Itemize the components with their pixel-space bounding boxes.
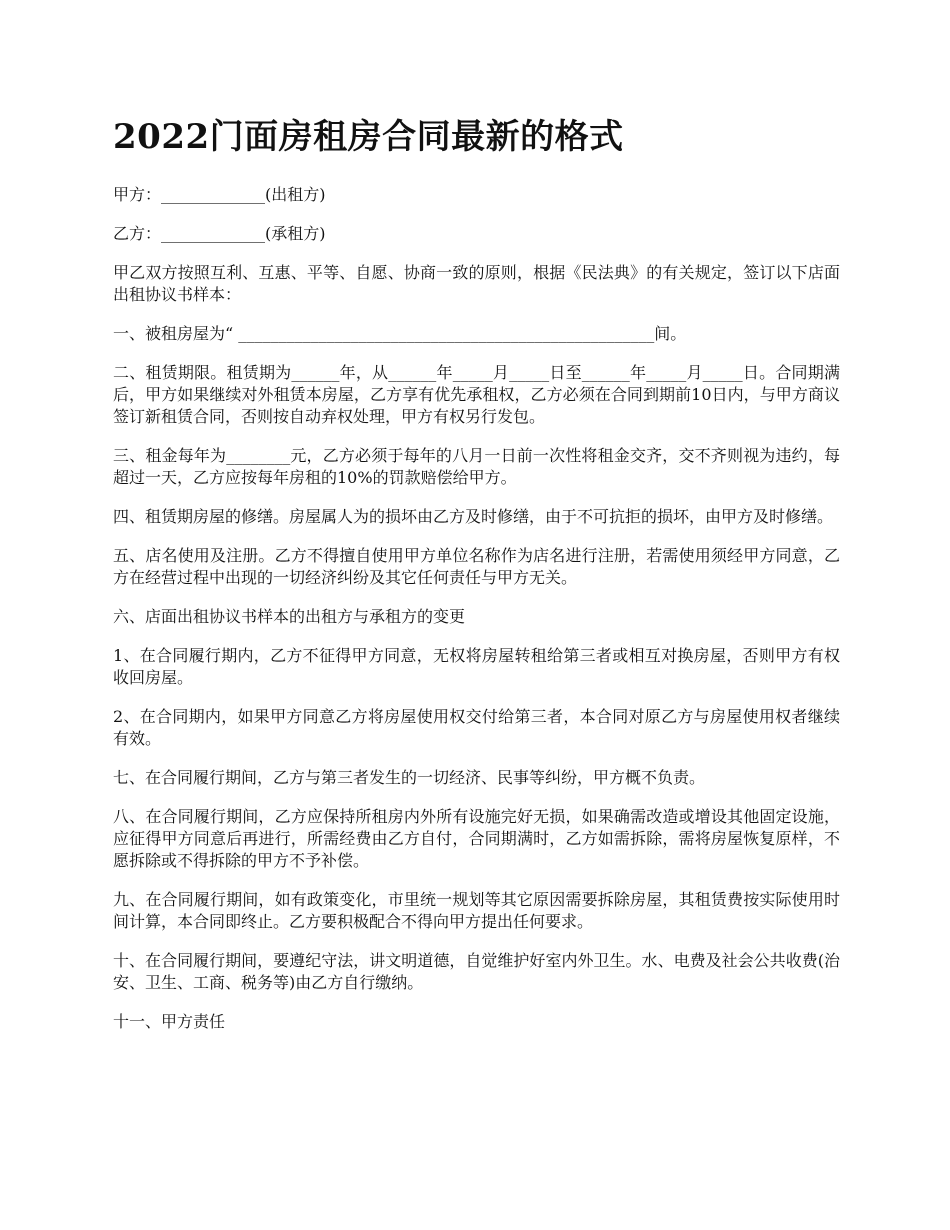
clause-9-demolition: 九、在合同履行期间，如有政策变化，市里统一规划等其它原因需要拆除房屋，其租赁费按实际使用时间计算，本合同即终止。乙方要积极配合不得向甲方提出任何要求。 [113,890,840,931]
clause-5-store-name: 五、店名使用及注册。乙方不得擅自使用甲方单位名称作为店名进行注册，若需使用须经甲方同意，乙方在经营过程中出现的一切经济纠纷及其它任何责任与甲方无关。 [113,546,840,587]
preamble-paragraph: 甲乙双方按照互利、互惠、平等、自愿、协商一致的原则，根据《民法典》的有关规定，签订以下店面出租协议书样本： [113,263,840,304]
clause-6-item-1: 1、在合同履行期内，乙方不征得甲方同意，无权将房屋转租给第三者或相互对换房屋，否则甲方有权收回房屋。 [113,646,840,687]
clause-7-disputes: 七、在合同履行期间，乙方与第三者发生的一切经济、民事等纠纷，甲方概不负责。 [113,768,706,787]
clause-6-party-change: 六、店面出租协议书样本的出租方与承租方的变更 [113,607,466,626]
party-a-line: 甲方：_____________(出租方) [113,185,326,204]
clause-6-item-2: 2、在合同期内，如果甲方同意乙方将房屋使用权交付给第三者，本合同对原乙方与房屋使用权者继续有效。 [113,707,840,748]
document-title: 2022门面房租房合同最新的格式 [113,117,624,157]
party-b-line: 乙方：_____________(承租方) [113,224,326,243]
clause-2-lease-term: 二、租赁期限。租赁期为______年，从______年_____月_____日至______年_____月_____日。合同期满后，甲方如果继续对外租赁本房屋，乙方享有优先承租权，乙方必须在合同到期前10日内，与甲方商议签订新租赁合同，否则按自动弃权处理，甲方有权另行发包。 [113,363,840,426]
document-page [113,112,840,1050]
clause-8-facilities: 八、在合同履行期间，乙方应保持所租房内外所有设施完好无损，如果确需改造或增设其他固定设施，应征得甲方同意后再进行，所需经费由乙方自付，合同期满时，乙方如需拆除，需将房屋恢复原样，不愿拆除或不得拆除的甲方不予补偿。 [113,807,840,870]
clause-10-conduct: 十、在合同履行期间，要遵纪守法，讲文明道德，自觉维护好室内外卫生。水、电费及社会公共收费(治安、卫生、工商、税务等)由乙方自行缴纳。 [113,951,840,992]
clause-1-premises: 一、被租房屋为“ ____________________________________________________间。 [113,324,687,343]
clause-11-heading: 十一、甲方责任 [113,1012,226,1031]
clause-4-repairs: 四、租赁期房屋的修缮。房屋属人为的损坏由乙方及时修缮，由于不可抗拒的损坏，由甲方及时修缮。 [113,507,834,526]
clause-3-rent: 三、租金每年为________元，乙方必须于每年的八月一日前一次性将租金交齐，交不齐则视为违约，每超过一天，乙方应按每年房租的10%的罚款赔偿给甲方。 [113,446,840,487]
